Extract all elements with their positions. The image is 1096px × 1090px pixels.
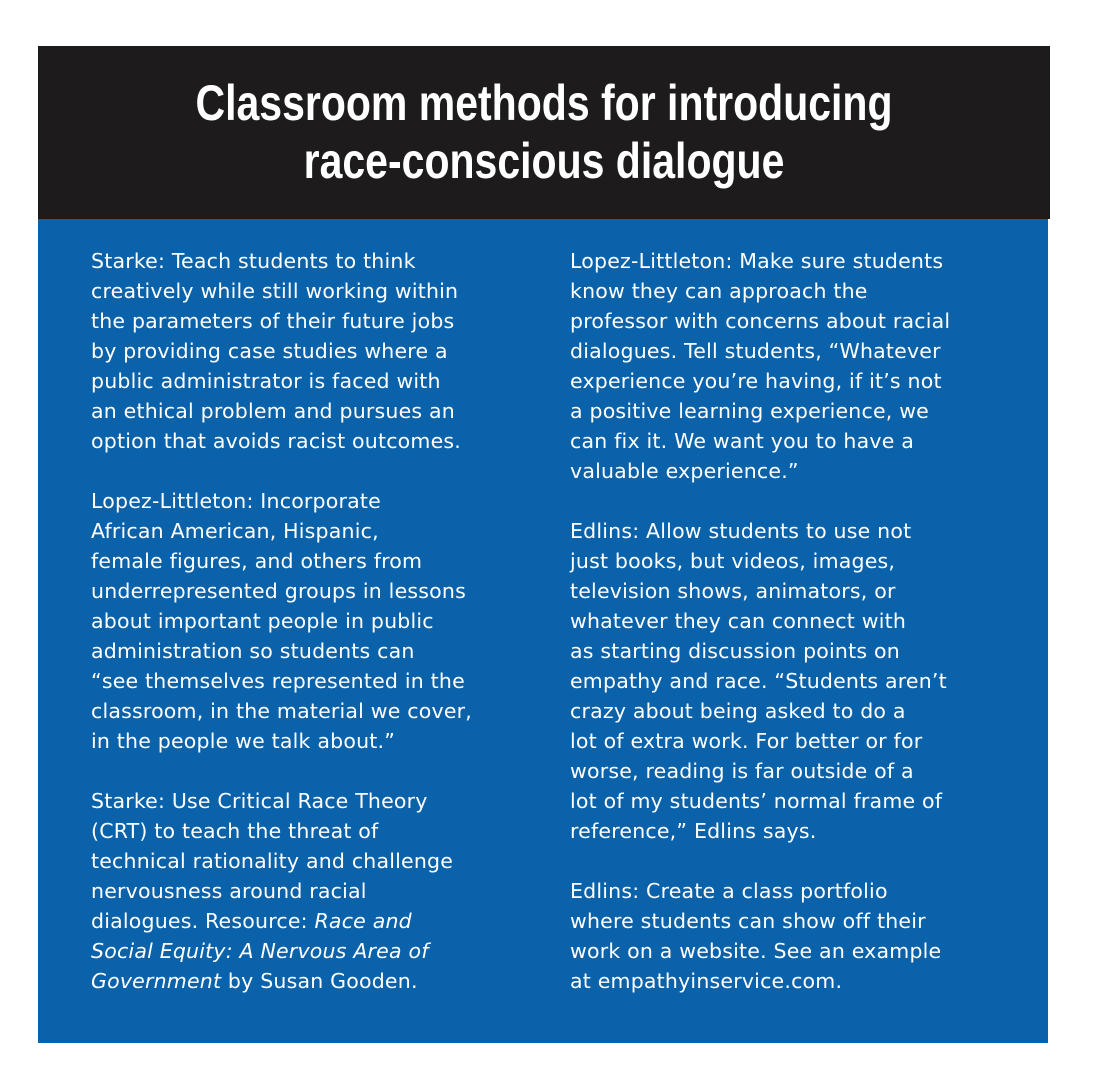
- text-line: (CRT) to teach the threat of: [91, 819, 379, 843]
- text-line: Edlins: Create a class portfolio: [570, 879, 888, 903]
- text-line: work on a website. See an example: [570, 939, 942, 963]
- text-line: Lopez-Littleton: Make sure students: [570, 249, 944, 273]
- text-line: can fix it. We want you to have a: [570, 429, 914, 453]
- left-column: [91, 246, 531, 1026]
- text-line: valuable experience.”: [570, 459, 799, 483]
- tip-lopez-littleton-approach: [570, 246, 1020, 486]
- tip-starke-crt: [91, 786, 531, 996]
- text-line: Edlins: Allow students to use not: [570, 519, 912, 543]
- text-line: an ethical problem and pursues an: [91, 399, 455, 423]
- header-bar: [38, 46, 1050, 219]
- text-line: technical rationality and challenge: [91, 849, 454, 873]
- tip-starke-case-studies: [91, 246, 531, 456]
- resource-title: Government: [91, 969, 222, 993]
- right-column: [570, 246, 1020, 1026]
- text-line: classroom, in the material we cover,: [91, 699, 472, 723]
- text-line: Starke: Teach students to think: [91, 249, 416, 273]
- text-line: lot of my students’ normal frame of: [570, 789, 943, 813]
- sidebar-box: [38, 46, 1048, 1043]
- resource-author: by Susan Gooden.: [221, 969, 418, 993]
- text-line: crazy about being asked to do a: [570, 699, 906, 723]
- text-line: television shows, animators, or: [570, 579, 896, 603]
- text-line: [91, 906, 531, 936]
- tip-lopez-littleton-representation: [91, 486, 531, 756]
- resource-title: Race and: [314, 909, 412, 933]
- resource-prefix: dialogues. Resource:: [91, 909, 315, 933]
- text-line: know they can approach the: [570, 279, 868, 303]
- text-line: underrepresented groups in lessons: [91, 579, 466, 603]
- text-line: African American, Hispanic,: [91, 519, 379, 543]
- text-line: dialogues. Tell students, “Whatever: [570, 339, 941, 363]
- text-line: about important people in public: [91, 609, 434, 633]
- content-area: [38, 219, 1048, 1043]
- text-line: Lopez-Littleton: Incorporate: [91, 489, 381, 513]
- text-line: where students can show off their: [570, 909, 926, 933]
- text-line: option that avoids racist outcomes.: [91, 429, 461, 453]
- text-line: whatever they can connect with: [570, 609, 907, 633]
- text-line: Starke: Use Critical Race Theory: [91, 789, 428, 813]
- text-line: administration so students can: [91, 639, 415, 663]
- tip-edlins-portfolio: [570, 876, 1020, 996]
- text-line: a positive learning experience, we: [570, 399, 929, 423]
- text-line: nervousness around racial: [91, 879, 367, 903]
- text-line: creatively while still working within: [91, 279, 459, 303]
- title-line-1: Classroom methods for introducing: [195, 75, 893, 131]
- text-line: empathy and race. “Students aren’t: [570, 669, 947, 693]
- text-line: “see themselves represented in the: [91, 669, 465, 693]
- text-line: by providing case studies where a: [91, 339, 448, 363]
- text-line: at empathyinservice.com.: [570, 969, 843, 993]
- text-line: as starting discussion points on: [570, 639, 900, 663]
- text-line: experience you’re having, if it’s not: [570, 369, 942, 393]
- text-line: [91, 966, 531, 996]
- text-line: female figures, and others from: [91, 549, 423, 573]
- text-line: the parameters of their future jobs: [91, 309, 455, 333]
- text-line: lot of extra work. For better or for: [570, 729, 923, 753]
- title-line-2: race-conscious dialogue: [303, 133, 785, 189]
- text-line: public administrator is faced with: [91, 369, 441, 393]
- text-line: just books, but videos, images,: [570, 549, 896, 573]
- tip-edlins-media: [570, 516, 1020, 846]
- resource-title: Social Equity: A Nervous Area of: [91, 939, 429, 963]
- text-line: reference,” Edlins says.: [570, 819, 817, 843]
- text-line: professor with concerns about racial: [570, 309, 951, 333]
- text-line: worse, reading is far outside of a: [570, 759, 914, 783]
- text-line: in the people we talk about.”: [91, 729, 396, 753]
